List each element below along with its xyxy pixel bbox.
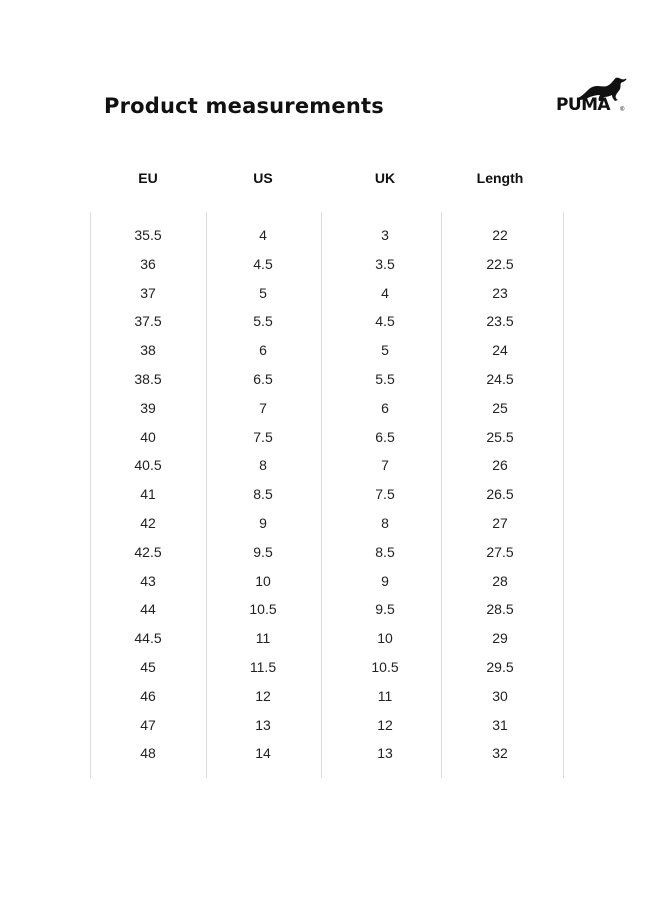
table-row [0, 451, 660, 480]
cell-eu: 36 [140, 255, 156, 272]
table-body [0, 221, 660, 768]
table-row [0, 480, 660, 509]
cell-length: 27 [492, 514, 508, 531]
table-row [0, 739, 660, 768]
cell-us: 8 [259, 457, 267, 474]
table-row [0, 538, 660, 567]
cell-uk: 7.5 [375, 486, 395, 503]
cell-length: 32 [492, 745, 508, 762]
cell-length: 22.5 [486, 255, 514, 272]
cell-us: 11.5 [249, 658, 277, 675]
table-row [0, 682, 660, 711]
cell-eu: 39 [140, 399, 156, 416]
cell-eu: 42 [140, 514, 156, 531]
cell-us: 13 [255, 716, 271, 733]
cell-eu: 43 [140, 572, 156, 589]
cell-eu: 47 [140, 716, 156, 733]
cell-us: 7 [259, 399, 267, 416]
cell-us: 4.5 [253, 255, 273, 272]
header-us: US [253, 170, 273, 186]
cell-eu: 46 [140, 687, 156, 704]
table-row [0, 336, 660, 365]
cell-length: 28 [492, 572, 508, 589]
cell-uk: 13 [377, 745, 393, 762]
table-row [0, 711, 660, 740]
cell-uk: 4.5 [375, 313, 395, 330]
cell-uk: 8.5 [375, 543, 395, 560]
cell-uk: 5.5 [375, 370, 395, 387]
table-row [0, 595, 660, 624]
cell-eu: 38 [140, 342, 156, 359]
cell-us: 5 [259, 284, 267, 301]
header-uk: UK [374, 170, 396, 186]
table-row [0, 509, 660, 538]
brand-logo [556, 76, 628, 120]
table-row [0, 365, 660, 394]
cell-uk: 6.5 [375, 428, 395, 445]
cell-us: 4 [259, 227, 267, 243]
brand-wordmark: PUMA [556, 95, 610, 115]
cell-uk: 5 [381, 342, 389, 359]
cell-us: 9 [259, 514, 267, 531]
table-row [0, 279, 660, 308]
table-row [0, 250, 660, 279]
cell-us: 5.5 [253, 313, 273, 330]
cell-uk: 4 [381, 284, 389, 301]
table-row [0, 567, 660, 596]
registered-mark: ® [620, 107, 625, 113]
cell-length: 25 [492, 399, 508, 416]
cell-uk: 10.5 [371, 658, 399, 675]
cell-length: 29.5 [486, 658, 514, 675]
cell-uk: 10 [377, 630, 393, 647]
cell-length: 23 [492, 284, 508, 301]
cell-eu: 42.5 [134, 543, 162, 560]
table-row [0, 394, 660, 423]
cell-eu: 40.5 [134, 457, 162, 474]
cell-eu: 44 [140, 601, 156, 618]
cell-us: 12 [255, 687, 271, 704]
header-eu: EU [138, 170, 158, 186]
cell-length: 25.5 [486, 428, 514, 445]
cell-eu: 37 [140, 284, 156, 301]
cell-eu: 35.5 [134, 227, 162, 243]
cell-uk: 9.5 [375, 601, 395, 618]
page-title: Product measurements [104, 94, 384, 118]
cell-us: 9.5 [253, 543, 273, 560]
cell-eu: 40 [140, 428, 156, 445]
cell-length: 26 [492, 457, 508, 474]
cell-length: 30 [492, 687, 508, 704]
cell-uk: 8 [381, 514, 389, 531]
cell-us: 10.5 [249, 601, 277, 618]
table-row [0, 624, 660, 653]
cell-us: 11 [255, 630, 271, 647]
cell-us: 6 [259, 342, 267, 359]
cell-uk: 9 [381, 572, 389, 589]
cell-uk: 3 [381, 227, 389, 243]
cell-length: 28.5 [486, 601, 514, 618]
cell-length: 26.5 [486, 486, 514, 503]
table-row [0, 221, 660, 250]
header-length: Length [476, 170, 524, 186]
cell-us: 6.5 [253, 370, 273, 387]
cell-length: 22 [492, 227, 508, 243]
cell-eu: 38.5 [134, 370, 162, 387]
cell-length: 31 [492, 716, 508, 733]
cell-uk: 3.5 [375, 255, 395, 272]
cell-length: 24.5 [486, 370, 514, 387]
cell-length: 29 [492, 630, 508, 647]
cell-uk: 6 [381, 399, 389, 416]
cell-us: 7.5 [253, 428, 273, 445]
cell-eu: 45 [140, 658, 156, 675]
cell-eu: 41 [140, 486, 156, 503]
cell-eu: 48 [140, 745, 156, 762]
cell-uk: 11 [377, 687, 393, 704]
cell-us: 10 [255, 572, 271, 589]
table-row [0, 653, 660, 682]
cell-us: 14 [255, 745, 271, 762]
cell-us: 8.5 [253, 486, 273, 503]
cell-uk: 7 [381, 457, 389, 474]
cell-length: 24 [492, 342, 508, 359]
cell-uk: 12 [377, 716, 393, 733]
table-row [0, 307, 660, 336]
cell-length: 23.5 [486, 313, 514, 330]
cell-eu: 44.5 [134, 630, 162, 647]
cell-length: 27.5 [486, 543, 514, 560]
cell-eu: 37.5 [134, 313, 162, 330]
table-row [0, 423, 660, 452]
